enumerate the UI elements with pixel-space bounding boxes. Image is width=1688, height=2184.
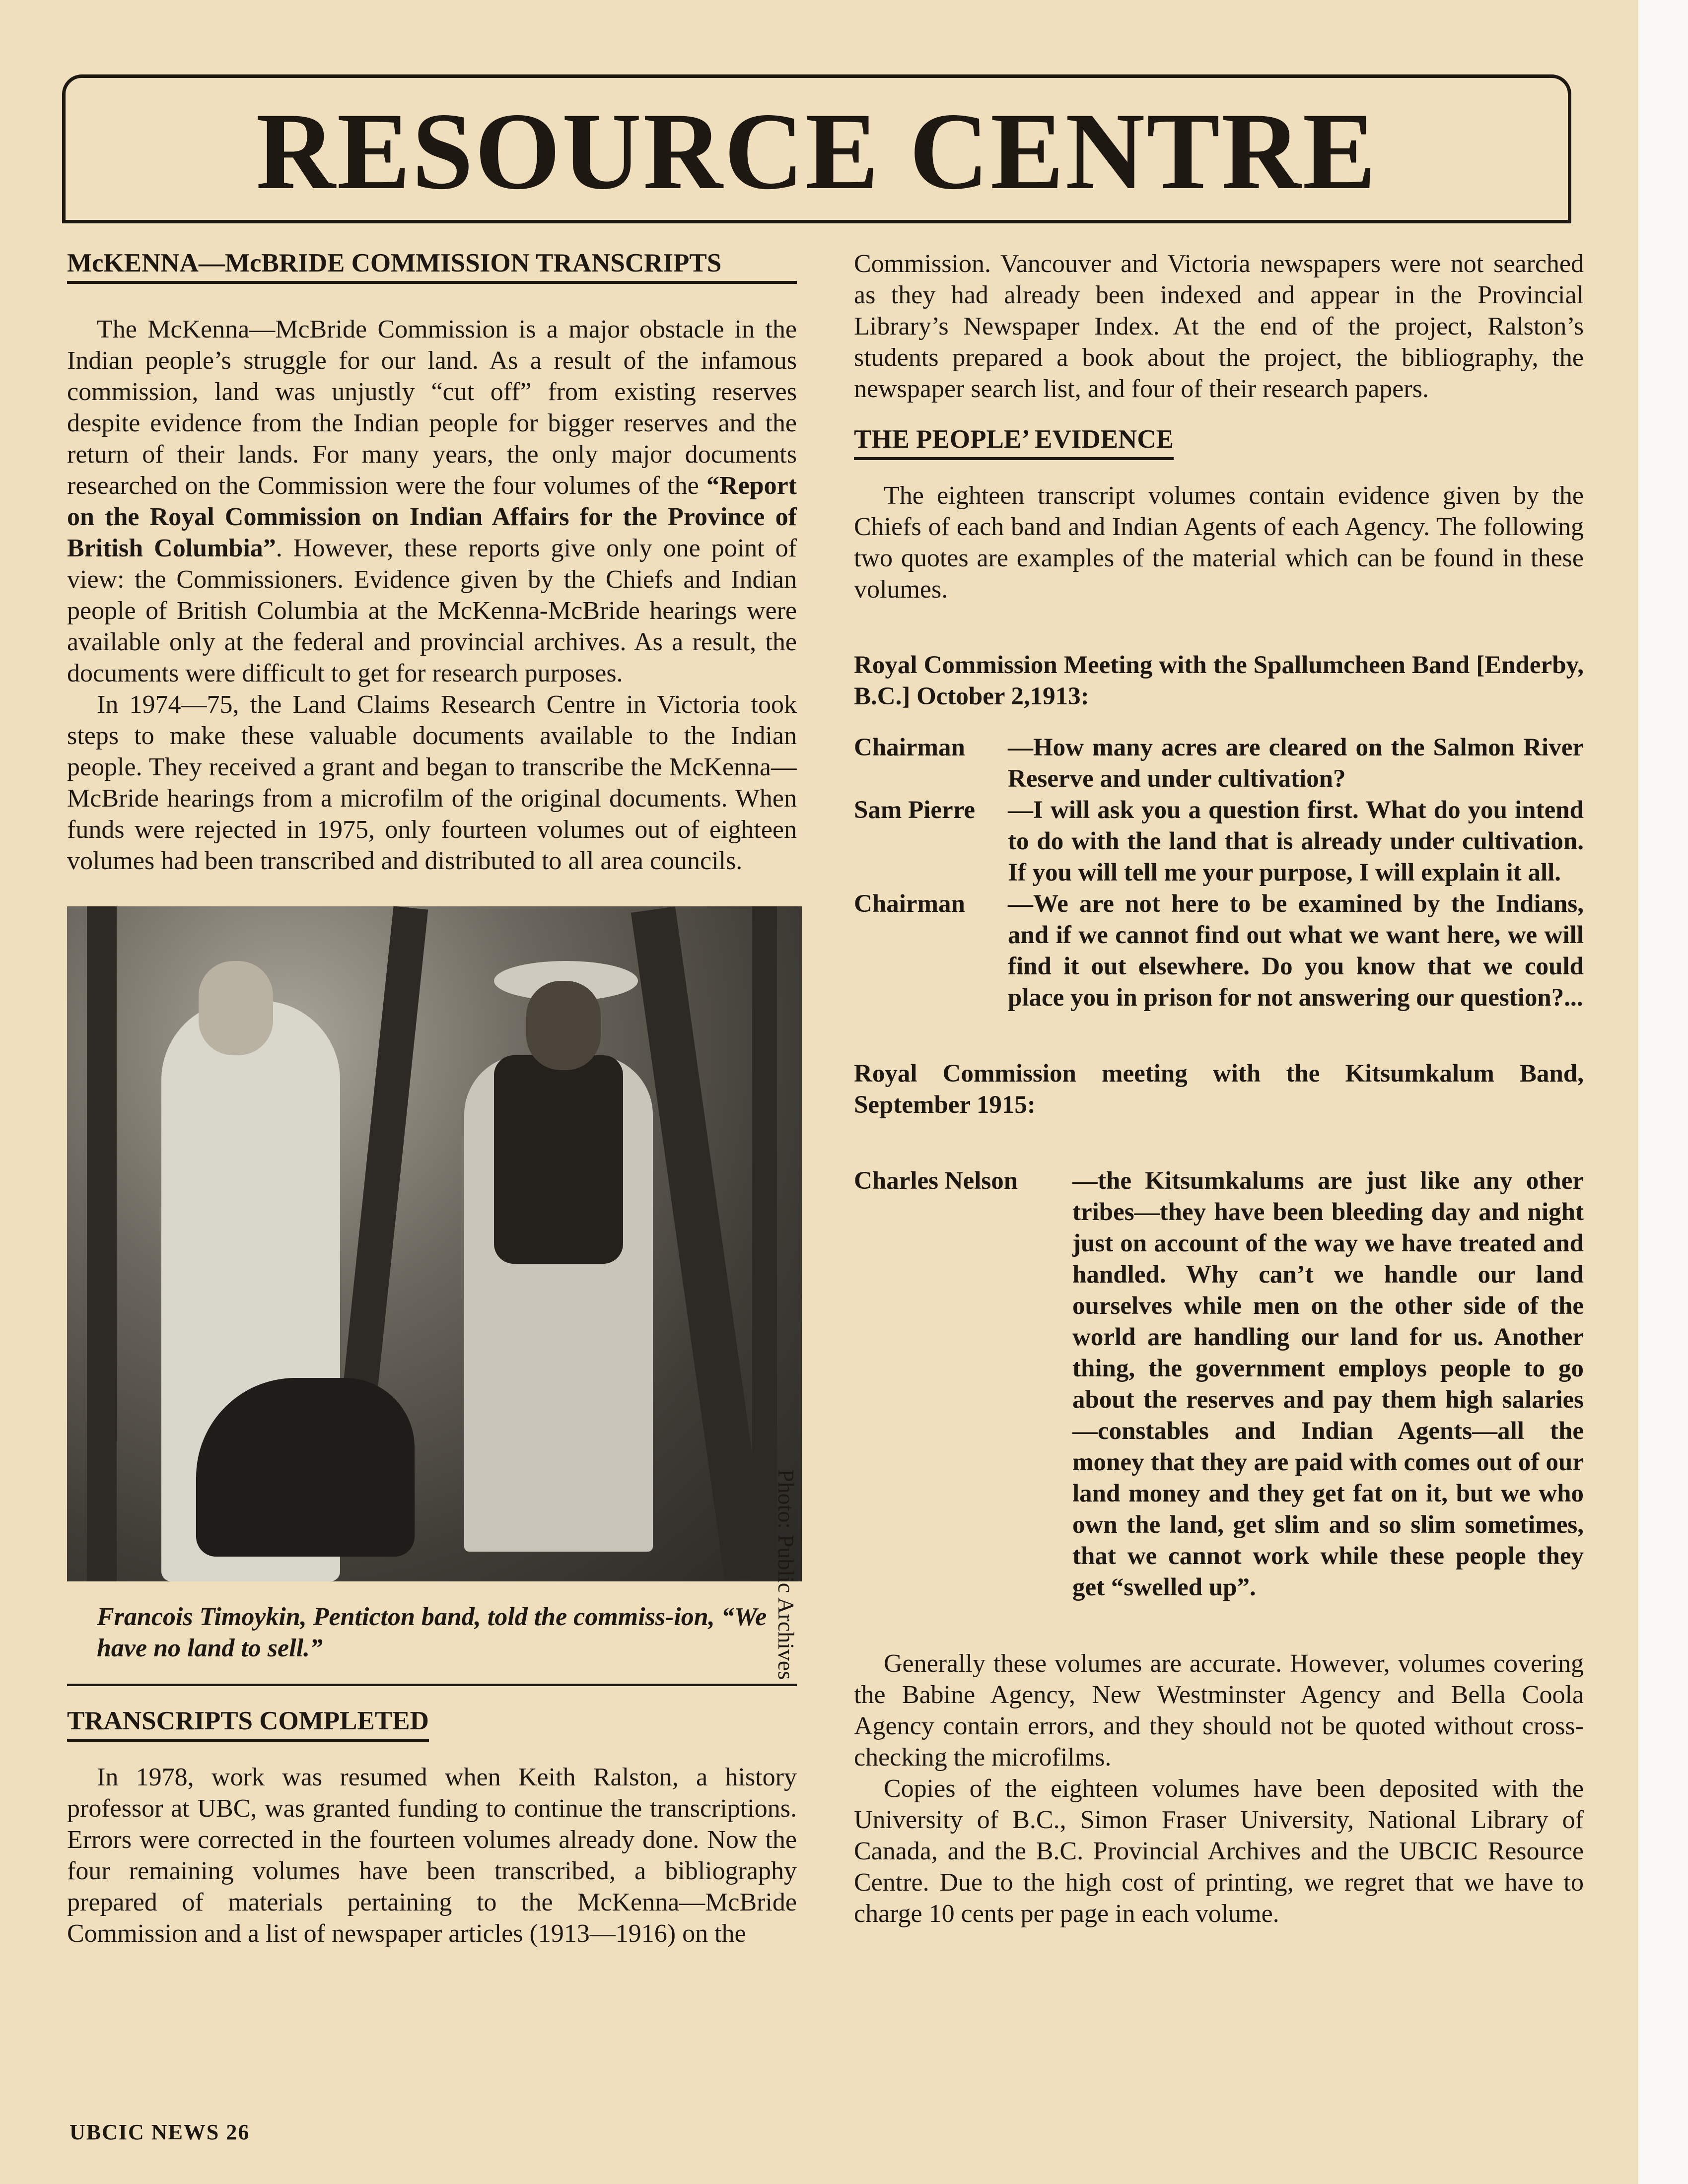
speaker: Sam Pierre	[854, 796, 976, 824]
meeting-heading-kitsumkalum: Royal Commission meeting with the Kitsumkalum Band, September 1915:	[854, 1060, 1584, 1119]
dialogue-entry	[854, 795, 1584, 888]
paragraph-work-resumed: In 1978, work was resumed when Keith Ralston, a history professor at UBC, was granted funding to continue the transcriptions. Errors were corrected in the fourteen volumes already done. Now the four remaining volumes have been transcribed, a bibliography prepared of materials pertaining to the McKenna—McBride Commission and a list of newspaper articles (1913—1916) on the	[67, 1763, 797, 1948]
dialogue-entry	[854, 1165, 1584, 1603]
paragraph-accuracy: Generally these volumes are accurate. However, volumes covering the Babine Agency, New Westminster Agency and Bella Coola Agency contain errors, and they should not be quoted without cross-checking the microfilms.	[854, 1649, 1584, 1772]
speech: —How many acres are cleared on the Salmon River Reserve and under cultivation?	[1008, 734, 1584, 793]
speaker: Charles Nelson	[854, 1167, 1018, 1195]
photo-dog	[196, 1378, 415, 1557]
paragraph-copies: Copies of the eighteen volumes have been deposited with the University of B.C., Simon Fraser University, National Library of Canada, and the B.C. Provincial Archives and the UBCIC Resource Centre. Due to the high cost of printing, we regret that we have to charge 10 cents per page in each volume.	[854, 1774, 1584, 1928]
dialogue-kitsumkalum	[854, 1165, 1584, 1603]
paragraph-research-centre: In 1974—75, the Land Claims Research Centre in Victoria took steps to make these valuable documents available to the Indian people. They received a grant and began to transcribe the McKenna—McBride hearings from a microfilm of the original documents. When funds were rejected in 1975, only fourteen volumes out of eighteen volumes had been transcribed and distributed to all area councils.	[67, 690, 797, 875]
paragraph-newspapers: Commission. Vancouver and Victoria newspapers were not searched as they had already been indexed and appear in the Provincial Library’s Newspaper Index. At the end of the project, Ralston’s students prepared a book about the project, the bibliography, the newspaper search list, and four of their research papers.	[854, 250, 1584, 403]
section-heading-completed: TRANSCRIPTS COMPLETED	[67, 1706, 429, 1742]
left-column	[67, 248, 797, 1949]
section-heading-evidence: THE PEOPLE’ EVIDENCE	[854, 424, 1174, 460]
archival-photo	[67, 906, 802, 1581]
page-title: RESOURCE CENTRE	[256, 90, 1378, 212]
paragraph-commission-intro: The McKenna—McBride Commission is a major obstacle in the Indian people’s struggle for our land. As a result of the infamous commission, land was unjustly “cut off” from existing reserves despite evidence from the Indian people for bigger reserves and the return of their lands. For many years, the only major documents researched on the Commission were the four volumes of the “Report on the Royal Commission on Indian Affairs for the Province of British Columbia”. However, these reports give only one point of view: the Commissioners. Evidence given by the Chiefs and Indian people of British Columbia at the McKenna-McBride hearings were available only at the federal and provincial archives. As a result, the documents were difficult to get for research purposes.	[67, 315, 797, 687]
dialogue-entry	[854, 732, 1584, 795]
photo-caption: Francois Timoykin, Penticton band, told the commiss-ion, “We have no land to sell.”	[97, 1603, 767, 1662]
report-title: “Report on the Royal Commission on Indian Affairs for the Province of British Columbia”	[67, 472, 797, 562]
banner-box	[62, 74, 1571, 223]
speech: —the Kitsumkalums are just like any other tribes—they have been bleeding day and night just on account of the way we have treated and handled. Why can’t we handle our land ourselves while men on the other side of the world are handling our land for us. Another thing, the government employs people to go about the reserves and pay them high salaries—constables and Indian Agents—all the money that they are paid with comes out of our land money and they get fat on it, but we who own the land, get slim and so slim sometimes, that we cannot work while these people they get “swelled up”.	[1072, 1167, 1584, 1601]
photo-credit: Photo: Public Archives	[774, 1469, 799, 1680]
right-column	[854, 248, 1584, 1929]
speech: —I will ask you a question first. What do you intend to do with the land that is already under cultivation. If you will tell me your purpose, I will explain it all.	[1008, 796, 1584, 887]
section-heading-transcripts: McKENNA—McBRIDE COMMISSION TRANSCRIPTS	[67, 248, 797, 284]
speech: —We are not here to be examined by the Indians, and if we cannot find out what we want here, we will find it out elsewhere. Do you know that we could place you in prison for not answering our question?...	[1008, 890, 1584, 1012]
meeting-heading-spallumcheen: Royal Commission Meeting with the Spallumcheen Band [Enderby, B.C.] October 2,1913:	[854, 651, 1584, 710]
dialogue-entry	[854, 888, 1584, 1014]
dialogue-spallumcheen	[854, 732, 1584, 1014]
speaker: Chairman	[854, 734, 965, 761]
speaker: Chairman	[854, 890, 965, 918]
paragraph-evidence: The eighteen transcript volumes contain evidence given by the Chiefs of each band and Indian Agents of each Agency. The following two quotes are examples of the material which can be found in these volumes.	[854, 481, 1584, 604]
page-edge	[1638, 0, 1688, 2184]
page-footer: UBCIC NEWS 26	[70, 2120, 250, 2144]
